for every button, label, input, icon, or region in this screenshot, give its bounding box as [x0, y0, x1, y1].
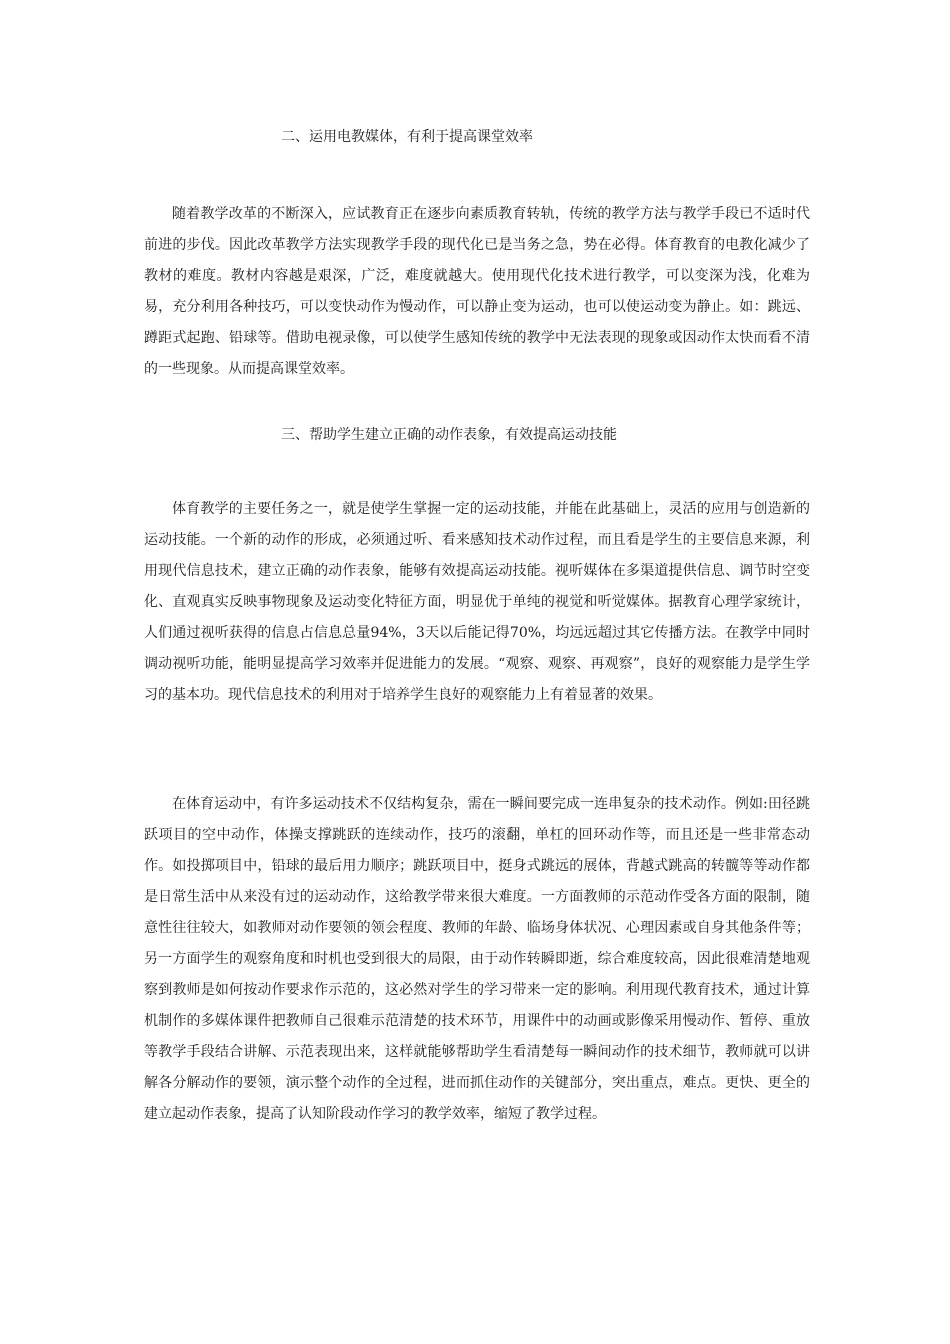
- section-heading-3: 三、帮助学生建立正确的动作表象，有效提高运动技能: [281, 427, 617, 443]
- section-heading-2: 二、运用电教媒体，有利于提高课堂效率: [281, 129, 533, 145]
- paragraph-3: 在体育运动中，有许多运动技术不仅结构复杂，需在一瞬间要完成一连串复杂的技术动作。例如:田径跳跃项目的空中动作，体操支撑跳跃的连续动作，技巧的滚翻，单杠的回环动作等，而且还是一些非常态动作。如投掷项目中，铅球的最后用力顺序；跳跃项目中，挺身式跳远的展体，背越式跳高的转髋等等动作都是日常生活中从来没有过的运动动作，这给教学带来很大难度。一方面教师的示范动作受各方面的限制，随意性往往较大，如教师对动作要领的领会程度、教师的年龄、临场身体状况、心理因素或自身其他条件等；另一方面学生的观察角度和时机也受到很大的局限，由于动作转瞬即逝，综合难度较高，因此很难清楚地观察到教师是如何按动作要求作示范的，这必然对学生的学习带来一定的影响。利用现代教育技术，通过计算机制作的多媒体课件把教师自己很难示范清楚的技术环节，用课件中的动画或影像采用慢动作、暂停、重放等教学手段结合讲解、示范表现出来，这样就能够帮助学生看清楚每一瞬间动作的技术细节，教师就可以讲解各分解动作的要领，演示整个动作的全过程，进而抓住动作的关键部分，突出重点，难点。更快、更全的建立起动作表象，提高了认知阶段动作学习的教学效率，缩短了教学过程。: [144, 796, 810, 1122]
- paragraph-2: 体育教学的主要任务之一，就是使学生掌握一定的运动技能，并能在此基础上，灵活的应用与创造新的运动技能。一个新的动作的形成，必须通过听、看来感知技术动作过程，而且看是学生的主要信息来源，利用现代信息技术，建立正确的动作表象，能够有效提高运动技能。视听媒体在多渠道提供信息、调节时空变化、直观真实反映事物现象及运动变化特征方面，明显优于单纯的视觉和听觉媒体。据教育心理学家统计，人们通过视听获得的信息占信息总量94%，3天以后能记得70%，均远远超过其它传播方法。在教学中同时调动视听功能，能明显提高学习效率并促进能力的发展。“观察、观察、再观察”，良好的观察能力是学生学习的基本功。现代信息技术的利用对于培养学生良好的观察能力上有着显著的效果。: [144, 501, 810, 703]
- paragraph-1: 随着教学改革的不断深入，应试教育正在逐步向素质教育转轨，传统的教学方法与教学手段已不适时代前进的步伐。因此改革教学方法实现教学手段的现代化已是当务之急，势在必得。体育教育的电教化减少了教材的难度。教材内容越是艰深，广泛，难度就越大。使用现代化技术进行教学，可以变深为浅，化难为易，充分利用各种技巧，可以变快动作为慢动作，可以静止变为运动，也可以使运动变为静止。如：跳远、蹲距式起跑、铅球等。借助电视录像，可以使学生感知传统的教学中无法表现的现象或因动作太快而看不清的一些现象。从而提高课堂效率。: [144, 206, 810, 377]
